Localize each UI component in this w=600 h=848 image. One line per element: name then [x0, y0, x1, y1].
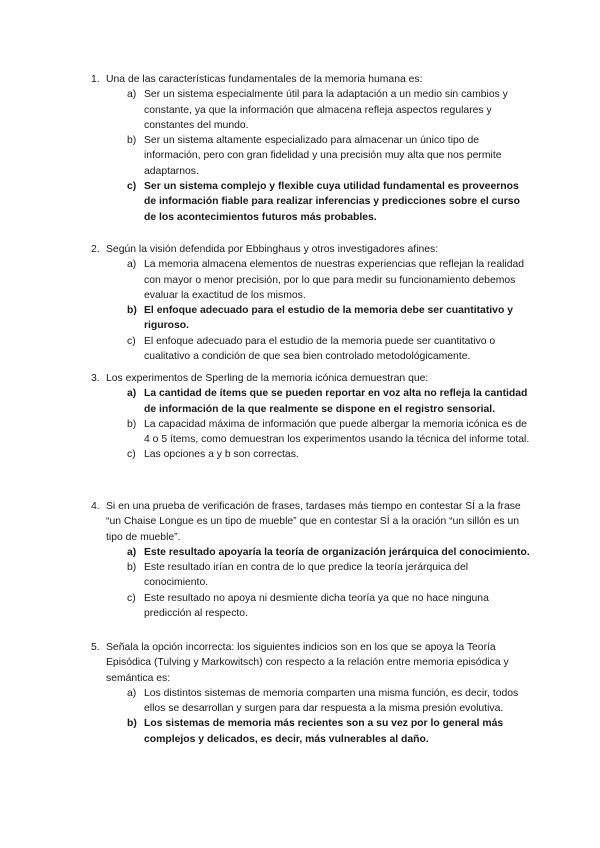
option-letter: c) [127, 181, 137, 193]
question-1 [91, 72, 531, 225]
option-text: El enfoque adecuado para el estudio de la memoria debe ser cuantitativo y riguroso. [144, 305, 513, 332]
option-letter: b) [127, 135, 137, 147]
option-b [91, 417, 531, 448]
option-text: Ser un sistema especialmente útil para la adaptación a un medio sin cambios y constante, ya que la información que almacena refleja aspectos regulares y constantes del mundo. [144, 89, 508, 131]
option-text: Este resultado irían en contra de lo que predice la teoría jerárquica del conocimiento. [144, 562, 469, 589]
option-letter: a) [127, 259, 137, 271]
option-letter: a) [127, 546, 137, 558]
option-text: Este resultado apoyaría la teoría de organización jerárquica del conocimiento. [144, 546, 530, 558]
option-a [91, 257, 531, 303]
option-c-correct [91, 179, 531, 225]
question-stem: Según la visión defendida por Ebbinghaus y otros investigadores afines: [106, 244, 439, 255]
options-list [91, 257, 531, 364]
option-letter: b) [127, 418, 137, 430]
option-letter: a) [127, 388, 137, 400]
option-c [91, 334, 531, 365]
question-number: 3. [91, 373, 100, 384]
option-text: La memoria almacena elementos de nuestras experiencias que reflejan la realidad con mayor o menor precisión, por lo que para medir su funcionamiento debemos evaluar la exactitud de los mismos. [144, 259, 525, 301]
option-letter: b) [127, 305, 137, 317]
question-number: 2. [91, 244, 100, 255]
options-list [91, 87, 531, 225]
option-text: La cantidad de ítems que se pueden reportar en voz alta no refleja la cantidad de información de la que realmente se dispone en el registro sensorial. [144, 388, 528, 415]
option-b-correct [91, 303, 531, 334]
question-4 [91, 499, 531, 621]
option-c [91, 591, 531, 622]
option-b-correct [91, 716, 531, 747]
option-letter: b) [127, 718, 137, 730]
option-letter: b) [127, 562, 137, 574]
option-text: Este resultado no apoya ni desmiente dicha teoría ya que no hace ninguna predicción al respecto. [144, 592, 489, 620]
question-number: 1. [91, 74, 100, 85]
options-list [91, 545, 531, 621]
option-b [91, 560, 531, 591]
option-text: El enfoque adecuado para el estudio de la memoria puede ser cuantitativo o cualitativo a condición de que sea bien controlado metodológicamente. [144, 335, 496, 363]
option-a [91, 686, 531, 717]
options-list [91, 386, 531, 462]
question-number: 4. [91, 501, 100, 512]
option-letter: a) [127, 687, 137, 699]
question-stem: Una de las características fundamentales de la memoria humana es: [106, 74, 423, 85]
question-3 [91, 371, 531, 463]
option-text: La capacidad máxima de información que puede albergar la memoria icónica es de 4 o 5 ítems, como demuestran los experimentos usando la técnica del informe total. [144, 418, 530, 446]
option-a-correct [91, 545, 531, 560]
option-text: Los distintos sistemas de memoria comparten una misma función, es decir, todos ellos se desarrollan y surgen para dar respuesta a la misma presión evolutiva. [144, 687, 519, 715]
option-c [91, 447, 531, 462]
question-stem: Si en una prueba de verificación de frases, tardases más tiempo en contestar SÍ a la frase “un Chaise Longue es un tipo de mueble” que en contestar SÍ a la oración “un sillón es un tipo de mueble”. [106, 501, 521, 543]
option-text: Las opciones a y b son correctas. [144, 449, 299, 461]
options-list [91, 686, 531, 747]
question-stem: Los experimentos de Sperling de la memoria icónica demuestran que: [106, 373, 429, 384]
question-2 [91, 242, 531, 364]
question-number: 5. [91, 642, 100, 653]
question-stem: Señala la opción incorrecta: los siguientes indicios son en los que se apoya la Teoría Episódica (Tulving y Markowitsch) con respecto a la relación entre memoria episódica y semántica es: [106, 642, 509, 684]
option-b [91, 133, 531, 179]
option-text: Ser un sistema complejo y flexible cuya utilidad fundamental es proveernos de información fiable para realizar inferencias y predicciones sobre el curso de los acontecimientos futuros más probables. [144, 181, 520, 223]
option-text: Ser un sistema altamente especializado para almacenar un único tipo de información, pero con gran fidelidad y una precisión muy alta que nos permite adaptarnos. [144, 135, 502, 177]
option-letter: a) [127, 89, 137, 101]
question-5 [91, 640, 531, 747]
option-letter: c) [127, 335, 136, 347]
option-a-correct [91, 386, 531, 417]
option-letter: c) [127, 449, 136, 461]
option-a [91, 87, 531, 133]
option-letter: c) [127, 592, 136, 604]
option-text: Los sistemas de memoria más recientes son a su vez por lo general más complejos y delicados, es decir, más vulnerables al daño. [144, 718, 504, 745]
